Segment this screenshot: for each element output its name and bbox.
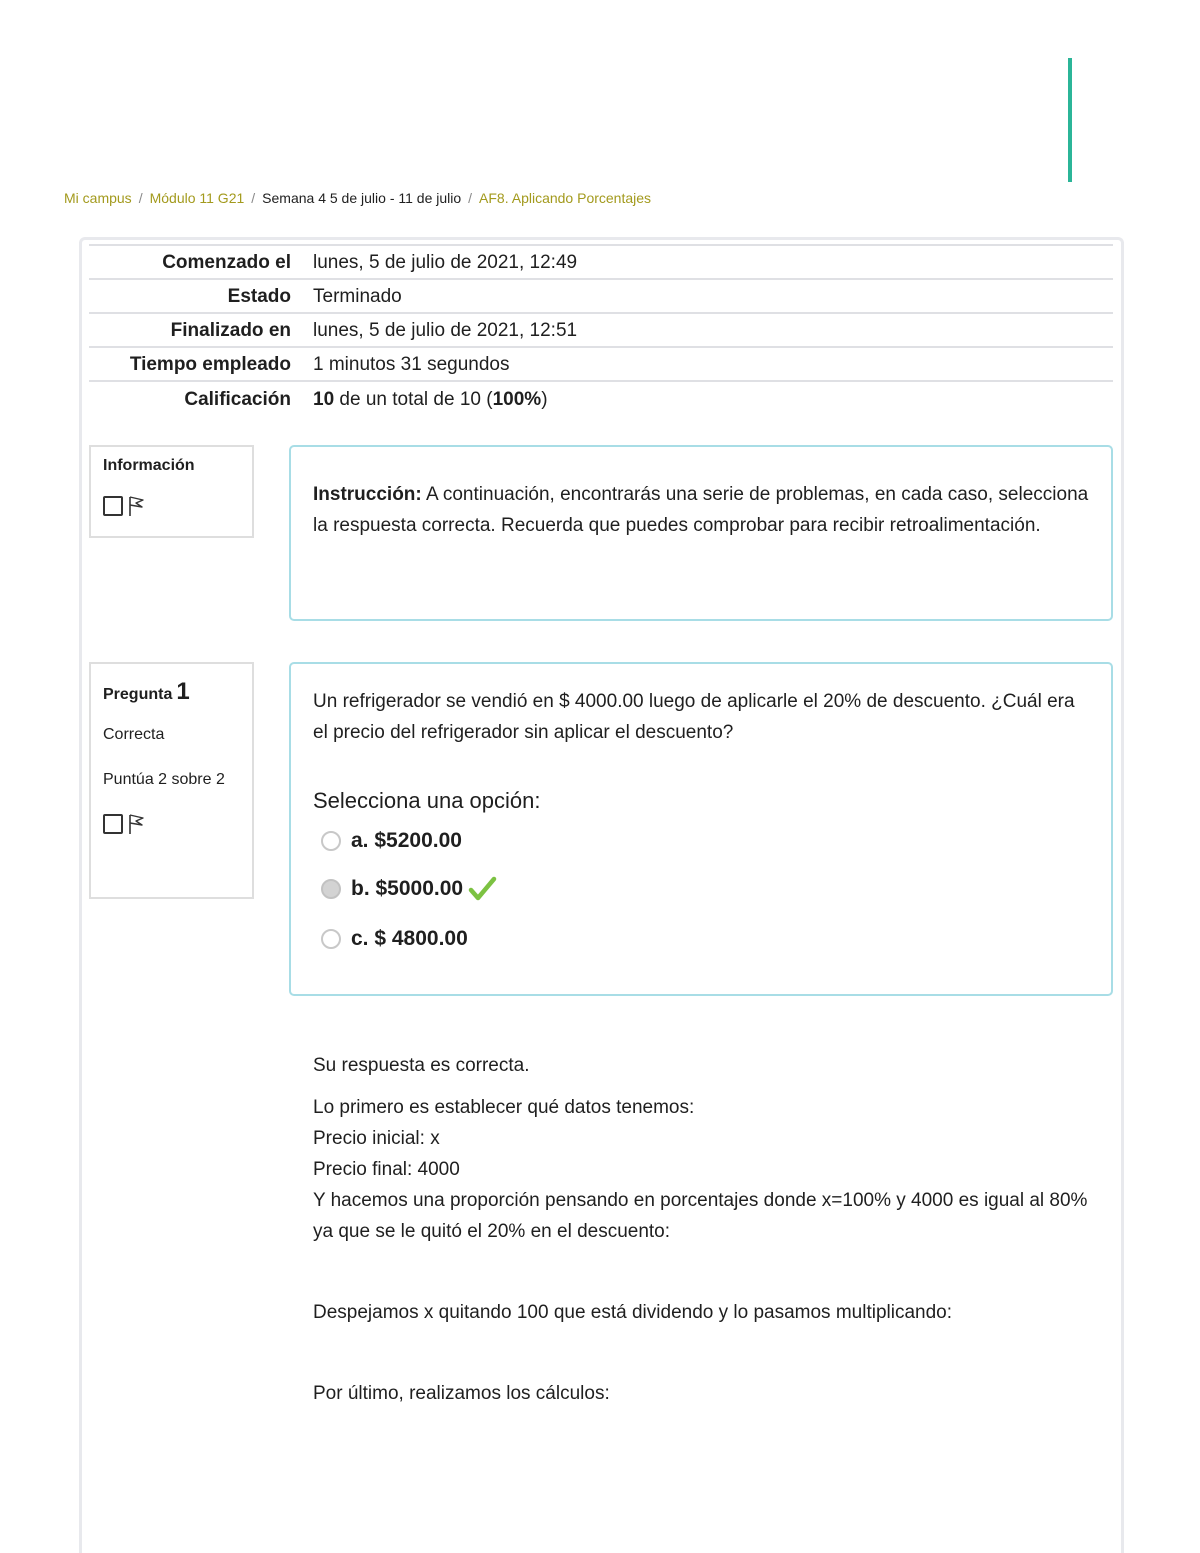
finished-value: lunes, 5 de julio de 2021, 12:51 <box>313 320 578 341</box>
question-label-text: Pregunta <box>103 686 173 703</box>
checkbox-icon[interactable] <box>103 814 123 834</box>
info-icons <box>103 495 240 517</box>
feedback-section <box>313 1050 1103 1409</box>
question-box <box>289 662 1113 996</box>
breadcrumb-modulo[interactable]: Módulo 11 G21 <box>149 190 245 206</box>
select-option-prompt: Selecciona una opción: <box>313 788 541 813</box>
instruction-label: Instrucción: <box>313 484 422 505</box>
options-list <box>313 824 1089 956</box>
instruction-text <box>313 479 1089 541</box>
feedback-line: Por último, realizamos los cálculos: <box>313 1383 610 1404</box>
option-c-label: c. $ 4800.00 <box>351 927 468 950</box>
breadcrumb-mi-campus[interactable]: Mi campus <box>64 190 132 206</box>
time-value: 1 minutos 31 segundos <box>313 354 510 375</box>
grade-score: 10 <box>313 388 335 410</box>
instruction-box <box>289 445 1113 621</box>
info-label: Información <box>103 457 195 474</box>
feedback-line: Despejamos x quitando 100 que está dividendo y lo pasamos multiplicando: <box>313 1302 953 1323</box>
question-text: Un refrigerador se vendió en $ 4000.00 luego de aplicarle el 20% de descuento. ¿Cuál era el precio del refrigerador sin aplicar el descuento? <box>313 691 1075 743</box>
grade-percent: 100% <box>492 388 542 410</box>
question-label <box>103 678 240 706</box>
grade-end: ) <box>541 388 548 410</box>
option-c[interactable] <box>313 922 1089 956</box>
option-a[interactable] <box>313 824 1089 858</box>
started-value: lunes, 5 de julio de 2021, 12:49 <box>313 252 578 273</box>
breadcrumb-semana: Semana 4 5 de julio - 11 de julio <box>262 190 462 206</box>
feedback-result: Su respuesta es correcta. <box>313 1055 530 1076</box>
question-number: 1 <box>176 678 190 705</box>
started-label: Comenzado el <box>162 252 291 273</box>
grade-value <box>301 381 1113 415</box>
breadcrumb-separator: / <box>251 190 256 206</box>
option-b[interactable] <box>313 872 1089 906</box>
flag-icon[interactable] <box>127 495 147 517</box>
summary-row-started <box>89 245 1113 279</box>
breadcrumb <box>64 190 651 206</box>
instruction-body: A continuación, encontrarás una serie de problemas, en cada caso, selecciona la respuesta correcta. Recuerda que puedes comprobar para recibir retroalimentación. <box>313 484 1089 536</box>
time-label: Tiempo empleado <box>129 354 291 375</box>
state-value: Terminado <box>313 286 402 307</box>
flag-icon[interactable] <box>127 813 147 835</box>
breadcrumb-separator: / <box>468 190 473 206</box>
question-sidebar <box>89 662 254 899</box>
state-label: Estado <box>227 286 291 307</box>
correct-check-icon <box>467 874 497 904</box>
question-grade: Puntúa 2 sobre 2 <box>103 771 225 788</box>
finished-label: Finalizado en <box>170 320 291 341</box>
radio-option-b[interactable] <box>321 879 341 899</box>
option-b-label: b. $5000.00 <box>351 877 464 900</box>
feedback-line: Precio final: 4000 <box>313 1159 460 1180</box>
grade-label: Calificación <box>184 388 291 410</box>
option-a-label: a. $5200.00 <box>351 829 462 852</box>
grade-middle: de un total de 10 ( <box>334 388 493 410</box>
feedback-line: Precio inicial: x <box>313 1128 440 1149</box>
summary-row-time <box>89 347 1113 381</box>
radio-option-a[interactable] <box>321 831 341 851</box>
breadcrumb-activity[interactable]: AF8. Aplicando Porcentajes <box>479 190 652 206</box>
checkbox-icon[interactable] <box>103 496 123 516</box>
info-sidebar <box>89 445 254 538</box>
question-state: Correcta <box>103 726 165 743</box>
attempt-summary-table <box>89 244 1113 415</box>
feedback-line: Y hacemos una proporción pensando en porcentajes donde x=100% y 4000 es igual al 80% ya que se le quitó el 20% en el descuento: <box>313 1190 1088 1242</box>
radio-option-c[interactable] <box>321 929 341 949</box>
summary-row-state <box>89 279 1113 313</box>
breadcrumb-separator: / <box>138 190 143 206</box>
summary-row-grade <box>89 381 1113 415</box>
question-icons <box>103 813 240 835</box>
feedback-line: Lo primero es establecer qué datos tenemos: <box>313 1097 695 1118</box>
summary-row-finished <box>89 313 1113 347</box>
header-accent-bar <box>1068 58 1072 182</box>
